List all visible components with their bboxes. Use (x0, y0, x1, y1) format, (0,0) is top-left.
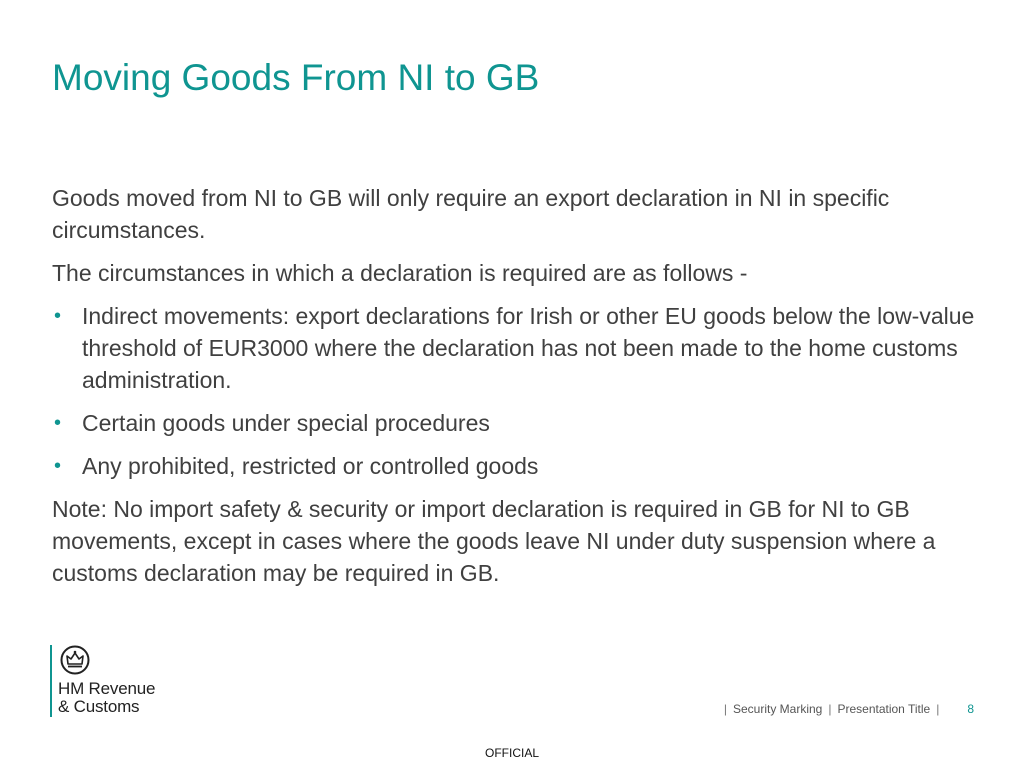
bullet-icon: • (54, 455, 62, 477)
list-item (52, 300, 982, 396)
list-item (52, 407, 982, 439)
classification-marking: OFFICIAL (484, 746, 539, 760)
logo-text-line1: HM Revenue (58, 679, 156, 698)
logo-text-line2: & Customs (58, 697, 140, 716)
bullet-icon: • (54, 412, 62, 434)
slide-footer (718, 702, 974, 716)
circumstances-paragraph: The circumstances in which a declaration is required are as follows - (52, 260, 748, 286)
slide-body (52, 182, 982, 600)
presentation-title: Presentation Title (837, 702, 931, 716)
list-item-text: Indirect movements: export declarations for Irish or other EU goods below the low-value threshold of EUR3000 where the declaration has not been made to the home customs administration. (82, 303, 975, 393)
security-marking: Security Marking (732, 702, 823, 716)
list-item (52, 450, 982, 482)
crown-crest-icon (60, 645, 90, 675)
list-item-text: Certain goods under special procedures (82, 410, 490, 436)
note-paragraph: Note: No import safety & security or import declaration is required in GB for NI to GB movements, except in cases where the goods leave NI under duty suspension where a customs declaration may be required in GB. (52, 496, 936, 586)
list-item-text: Any prohibited, restricted or controlled goods (82, 453, 539, 479)
hmrc-logo (50, 645, 155, 717)
circumstances-list (52, 300, 982, 482)
page-number: 8 (967, 702, 974, 716)
footer-separator: | (936, 702, 940, 716)
bullet-icon: • (54, 305, 62, 327)
footer-separator: | (723, 702, 727, 716)
slide-title: Moving Goods From NI to GB (52, 57, 540, 98)
footer-separator: | (828, 702, 832, 716)
intro-paragraph: Goods moved from NI to GB will only require an export declaration in NI in specific circumstances. (52, 185, 890, 243)
